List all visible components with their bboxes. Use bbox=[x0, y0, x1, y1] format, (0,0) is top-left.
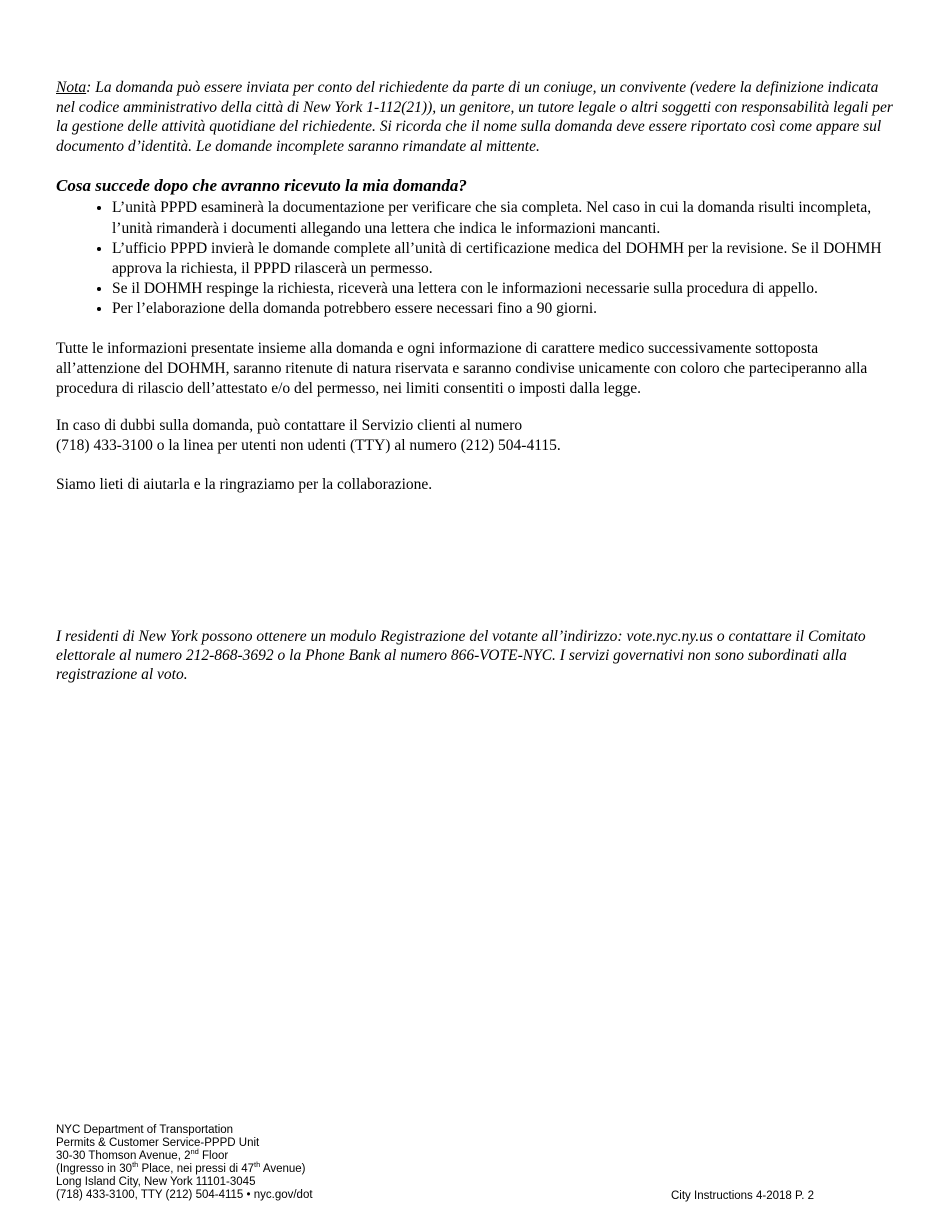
footer-entrance-end: Avenue) bbox=[260, 1163, 306, 1176]
bullet-item: • Per l’elaborazione della domanda potrebbero essere necessari fino a 90 giorni. bbox=[112, 299, 896, 319]
footer-address-text: 30-30 Thomson Avenue, 2 bbox=[56, 1150, 191, 1163]
thanks-paragraph: Siamo lieti di aiutarla e la ringraziamo per la collaborazione. bbox=[56, 475, 433, 493]
footer-entrance-sup-1: th bbox=[132, 1160, 139, 1170]
contact-paragraph bbox=[56, 416, 896, 456]
footer-entrance-text: (Ingresso in 30 bbox=[56, 1163, 133, 1176]
footer-phone: (718) 433-3100, TTY (212) 504-4115 • nyc.gov/dot bbox=[56, 1189, 313, 1202]
page-reference: City Instructions 4-2018 P. 2 bbox=[671, 1190, 814, 1202]
footer-address-block bbox=[56, 1124, 313, 1203]
footer-address-floor: Floor bbox=[198, 1150, 229, 1163]
voter-registration-note: I residenti di New York possono ottenere un modulo Registrazione del votante all’indirizzo: vote.nyc.ny.us o contattare il Comitato elettorale al numero 212-868-3692 o la Phone Bank al numero 866-VOTE-NYC. I servizi governativi non sono subordinati alla registrazione al voto. bbox=[56, 628, 866, 683]
confidentiality-paragraph: Tutte le informazioni presentate insieme alla domanda e ogni informazione di carattere medico successivamente sottoposta all’attenzione del DOHMH, saranno ritenute di natura riservata e saranno condivise unicamente con coloro che parteciperanno alla procedura di rilascio dell’attestato e/o del permesso, nei limiti consentiti o imposti dalla legge. bbox=[56, 339, 868, 397]
bullet-item: • Se il DOHMH respinge la richiesta, riceverà una lettera con le informazioni necessarie sulla procedura di appello. bbox=[112, 279, 896, 299]
bullet-item: • L’ufficio PPPD invierà le domande complete all’unità di certificazione medica del DOHMH per la revisione. Se il DOHMH approva la richiesta, il PPPD rilascerà un permesso. bbox=[112, 239, 896, 279]
note-paragraph bbox=[56, 78, 896, 156]
contact-line-1: In caso di dubbi sulla domanda, può contattare il Servizio clienti al numero bbox=[56, 417, 523, 435]
note-text: : La domanda può essere inviata per conto del richiedente da parte di un coniuge, un convivente (vedere la definizione indicata nel codice amministrativo della città di New York 1-112(21)), un genitore, un tutore legale o altri soggetti con responsabilità legali per la gestione delle attività quotidiane del richiedente. Si ricorda che il nome sulla domanda deve essere riportato così come appare sul documento d’identità. Le domande incomplete saranno rimandate al mittente. bbox=[56, 79, 893, 155]
footer-entrance-mid: Place, nei pressi di 47 bbox=[138, 1163, 255, 1176]
footer-org: NYC Department of Transportation bbox=[56, 1124, 234, 1136]
bullet-item: • L’unità PPPD esaminerà la documentazione per verificare che sia completa. Nel caso in cui la domanda risulti incompleta, l’unità rimanderà i documenti allegando una lettera che indica le informazioni mancanti. bbox=[112, 198, 896, 238]
footer-entrance bbox=[56, 1160, 313, 1176]
footer-address-sup: nd bbox=[190, 1147, 199, 1157]
note-label: Nota bbox=[56, 79, 87, 96]
process-bullet-list bbox=[56, 198, 896, 319]
section-heading: Cosa succede dopo che avranno ricevuto la mia domanda? bbox=[56, 176, 467, 196]
footer-unit: Permits & Customer Service-PPPD Unit bbox=[56, 1137, 260, 1150]
footer-entrance-sup-2: th bbox=[254, 1160, 261, 1170]
footer-address bbox=[56, 1147, 313, 1163]
document-body bbox=[56, 78, 896, 495]
footer-city: Long Island City, New York 11101-3045 bbox=[56, 1176, 256, 1189]
contact-line-2: (718) 433-3100 o la linea per utenti non udenti (TTY) al numero (212) 504-4115. bbox=[56, 437, 561, 455]
